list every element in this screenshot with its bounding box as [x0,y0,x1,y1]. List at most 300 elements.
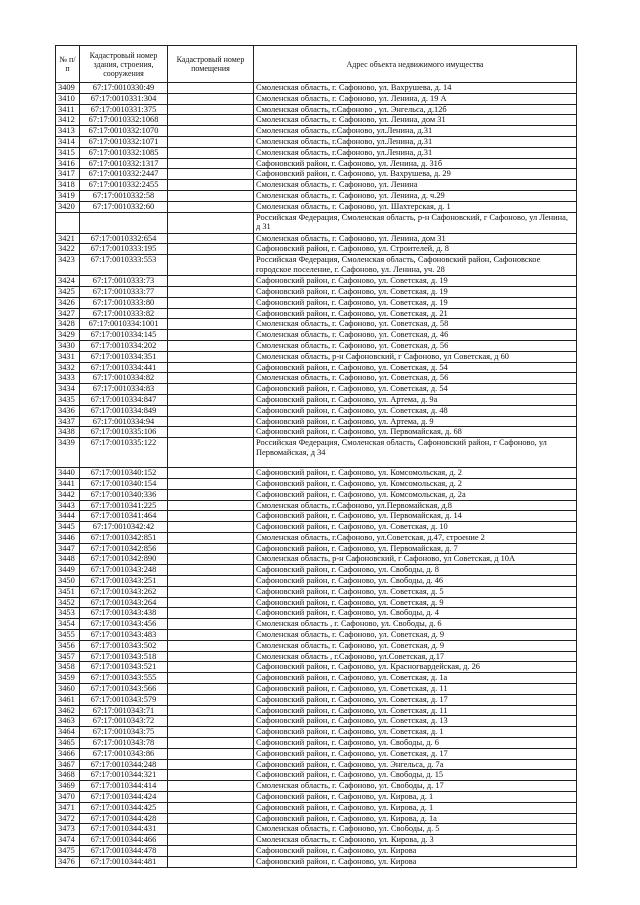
table-row [56,586,577,597]
row-number: 3430 [56,340,80,351]
building-cadastral-number: 67:17:0010332:2455 [80,180,168,191]
room-cadastral-number [168,104,254,115]
row-number: 3438 [56,427,80,438]
property-table [55,45,577,868]
property-address: Российская Федерация, Смоленская область, р-н Сафоновский, г Сафоново, ул Ленина, д 31 [254,212,577,233]
property-address: Сафоновский район, г. Сафоново, ул. Комсомольская, д. 2а [254,489,577,500]
room-cadastral-number [168,781,254,792]
room-cadastral-number [168,83,254,94]
property-address: Сафоновский район, г. Сафоново, ул. Свободы, д. 8 [254,565,577,576]
room-cadastral-number [168,201,254,212]
table-row [56,738,577,749]
property-address: Сафоновский район, г. Сафоново, ул. Первомайская, д. 14 [254,511,577,522]
table-row [56,759,577,770]
table-row [56,276,577,287]
building-cadastral-number: 67:17:0010334:202 [80,340,168,351]
building-cadastral-number: 67:17:0010331:375 [80,104,168,115]
table-row [56,147,577,158]
property-address: Сафоновский район, г. Сафоново, ул. Артема, д. 9 [254,416,577,427]
table-row [56,104,577,115]
building-cadastral-number: 67:17:0010332:1317 [80,158,168,169]
building-cadastral-number: 67:17:0010343:264 [80,597,168,608]
building-cadastral-number: 67:17:0010334:441 [80,362,168,373]
table-row [56,781,577,792]
property-address: Сафоновский район, г. Сафоново, ул. Советская, д. 1а [254,673,577,684]
room-cadastral-number [168,136,254,147]
building-cadastral-number: 67:17:0010342:851 [80,532,168,543]
table-row [56,340,577,351]
row-number: 3417 [56,169,80,180]
table-row [56,802,577,813]
building-cadastral-number: 67:17:0010343:456 [80,619,168,630]
property-address: Сафоновский район, г. Сафоново, ул. Кирова, д. 1 [254,792,577,803]
row-number: 3469 [56,781,80,792]
header-building-cadastral: Кадастровый номер здания, строения, сооружения [80,46,168,83]
building-cadastral-number: 67:17:0010341:225 [80,500,168,511]
room-cadastral-number [168,694,254,705]
room-cadastral-number [168,286,254,297]
row-number: 3419 [56,190,80,201]
property-address: Смоленская область, г. Сафоново, ул. Советская, д. 9 [254,640,577,651]
room-cadastral-number [168,373,254,384]
room-cadastral-number [168,405,254,416]
row-number: 3440 [56,468,80,479]
building-cadastral-number: 67:17:0010344:414 [80,781,168,792]
table-row [56,126,577,137]
table-row [56,416,577,427]
room-cadastral-number [168,576,254,587]
document-sheet [55,45,576,868]
room-cadastral-number [168,340,254,351]
row-number: 3441 [56,478,80,489]
row-number: 3470 [56,792,80,803]
building-cadastral-number: 67:17:0010330:49 [80,83,168,94]
building-cadastral-number: 67:17:0010343:262 [80,586,168,597]
table-row [56,727,577,738]
row-number: 3472 [56,813,80,824]
table-row [56,478,577,489]
building-cadastral-number: 67:17:0010344:425 [80,802,168,813]
table-row [56,500,577,511]
property-address: Сафоновский район, г. Сафоново, ул. Советская, д. 19 [254,297,577,308]
table-row [56,373,577,384]
property-address: Сафоновский район, г. Сафоново, ул. Кирова, д. 1 [254,802,577,813]
row-number: 3443 [56,500,80,511]
building-cadastral-number: 67:17:0010344:428 [80,813,168,824]
row-number: 3411 [56,104,80,115]
room-cadastral-number [168,856,254,867]
room-cadastral-number [168,792,254,803]
room-cadastral-number [168,308,254,319]
property-address: Сафоновский район, г. Сафоново, ул. Свободы, д. 15 [254,770,577,781]
property-address: Сафоновский район, г. Сафоново, ул. Советская, д. 5 [254,586,577,597]
room-cadastral-number [168,727,254,738]
property-address: Смоленская область, р-н Сафоновский, г Сафоново, ул Советская, д 60 [254,351,577,362]
row-number: 3456 [56,640,80,651]
table-row [56,180,577,191]
table-body [56,83,577,868]
building-cadastral-number: 67:17:0010343:566 [80,684,168,695]
property-address: Российская Федерация, Смоленская область, Сафоновский район, Сафоновское городское поселение, г. Сафоново, ул. Ленина, уч. 28 [254,255,577,276]
property-address: Сафоновский район, г. Сафоново, ул. Комсомольская, д. 2 [254,478,577,489]
row-number: 3426 [56,297,80,308]
room-cadastral-number [168,738,254,749]
table-row [56,565,577,576]
row-number: 3412 [56,115,80,126]
property-address: Сафоновский район, г. Сафоново, ул. Советская, д. 13 [254,716,577,727]
room-cadastral-number [168,630,254,641]
room-cadastral-number [168,319,254,330]
row-number: 3462 [56,705,80,716]
table-row [56,351,577,362]
table-row [56,511,577,522]
table-row [56,83,577,94]
row-number: 3475 [56,846,80,857]
row-number: 3415 [56,147,80,158]
property-address: Сафоновский район, г. Сафоново, ул. Советская, д. 10 [254,522,577,533]
building-cadastral-number: 67:17:0010332:1070 [80,126,168,137]
building-cadastral-number: 67:17:0010344:248 [80,759,168,770]
property-address: Сафоновский район, г. Сафоново, ул. Строителей, д. 8 [254,244,577,255]
room-cadastral-number [168,93,254,104]
property-address: Сафоновский район, г. Сафоново, ул. Советская, д. 19 [254,276,577,287]
header-num: № п/п [56,46,80,83]
room-cadastral-number [168,759,254,770]
room-cadastral-number [168,673,254,684]
building-cadastral-number: 67:17:0010343:71 [80,705,168,716]
room-cadastral-number [168,586,254,597]
room-cadastral-number [168,190,254,201]
table-row [56,835,577,846]
table-row [56,640,577,651]
property-address: Смоленская область, г. Сафоново, ул. Советская, д. 9 [254,630,577,641]
row-number: 3418 [56,180,80,191]
header-address: Адрес объекта недвижимого имущества [254,46,577,83]
property-address: Сафоновский район, г. Сафоново, ул. Артема, д. 9а [254,394,577,405]
property-address: Сафоновский район, г. Сафоново, ул. Советская, д. 21 [254,308,577,319]
room-cadastral-number [168,597,254,608]
building-cadastral-number: 67:17:0010342:890 [80,554,168,565]
table-row [56,608,577,619]
room-cadastral-number [168,770,254,781]
building-cadastral-number: 67:17:0010344:466 [80,835,168,846]
row-number: 3453 [56,608,80,619]
row-number: 3413 [56,126,80,137]
table-row [56,576,577,587]
row-number: 3444 [56,511,80,522]
building-cadastral-number: 67:17:0010344:321 [80,770,168,781]
room-cadastral-number [168,813,254,824]
property-address: Смоленская область, г. Сафоново, ул. Ленина [254,180,577,191]
property-address: Сафоновский район, г. Сафоново, ул. Красногвардейская, д. 26 [254,662,577,673]
room-cadastral-number [168,543,254,554]
building-cadastral-number: 67:17:0010343:579 [80,694,168,705]
property-address: Российская Федерация, Смоленская область, Сафоновский район, г Сафоново, ул Первомайская, д 34 [254,438,577,468]
room-cadastral-number [168,276,254,287]
building-cadastral-number: 67:17:0010333:77 [80,286,168,297]
room-cadastral-number [168,684,254,695]
row-number: 3446 [56,532,80,543]
room-cadastral-number [168,297,254,308]
property-address: Сафоновский район, г. Сафоново, ул. Советская, д. 19 [254,286,577,297]
table-row [56,427,577,438]
header-room-cadastral: Кадастровый номер помещения [168,46,254,83]
table-row [56,438,577,468]
row-number: 3429 [56,330,80,341]
property-address: Сафоновский район, г. Сафоново, ул. Первомайская, д. 68 [254,427,577,438]
row-number: 3414 [56,136,80,147]
room-cadastral-number [168,489,254,500]
table-row [56,846,577,857]
row-number: 3474 [56,835,80,846]
row-number: 3436 [56,405,80,416]
building-cadastral-number: 67:17:0010343:78 [80,738,168,749]
room-cadastral-number [168,716,254,727]
building-cadastral-number: 67:17:0010344:481 [80,856,168,867]
table-row [56,93,577,104]
room-cadastral-number [168,126,254,137]
building-cadastral-number: 67:17:0010342:856 [80,543,168,554]
property-address: Сафоновский район, г. Сафоново, ул. Кирова [254,846,577,857]
building-cadastral-number: 67:17:0010343:86 [80,748,168,759]
table-row [56,770,577,781]
table-row [56,468,577,479]
room-cadastral-number [168,169,254,180]
room-cadastral-number [168,427,254,438]
row-number: 3442 [56,489,80,500]
row-number: 3464 [56,727,80,738]
property-address: Смоленская область , г.Сафоново, ул.Советская, д.17 [254,651,577,662]
building-cadastral-number: 67:17:0010343:555 [80,673,168,684]
room-cadastral-number [168,468,254,479]
row-number: 3452 [56,597,80,608]
row-number: 3457 [56,651,80,662]
room-cadastral-number [168,233,254,244]
table-row [56,244,577,255]
table-row [56,532,577,543]
building-cadastral-number: 67:17:0010332:2447 [80,169,168,180]
property-address: Смоленская область, г. Сафоново, ул. Советская, д. 58 [254,319,577,330]
row-number: 3455 [56,630,80,641]
building-cadastral-number: 67:17:0010343:521 [80,662,168,673]
table-row [56,630,577,641]
row-number [56,212,80,233]
room-cadastral-number [168,705,254,716]
property-address: Смоленская область, г.Сафоново, ул.Советская, д.47, строение 2 [254,532,577,543]
table-row [56,824,577,835]
row-number: 3466 [56,748,80,759]
table-row [56,489,577,500]
building-cadastral-number: 67:17:0010334:83 [80,384,168,395]
table-row [56,792,577,803]
room-cadastral-number [168,662,254,673]
table-row [56,673,577,684]
property-address: Смоленская область, г.Сафоново, ул.Ленина, д.31 [254,136,577,147]
table-row [56,212,577,233]
building-cadastral-number: 67:17:0010332:1068 [80,115,168,126]
building-cadastral-number: 67:17:0010342:42 [80,522,168,533]
property-address: Сафоновский район, г. Сафоново, ул. Советская, д. 17 [254,748,577,759]
property-address: Смоленская область, г. Сафоново, ул. Вахрушева, д. 14 [254,83,577,94]
room-cadastral-number [168,565,254,576]
room-cadastral-number [168,511,254,522]
property-address: Сафоновский район, г. Сафоново, ул. Первомайская, д. 7 [254,543,577,554]
room-cadastral-number [168,255,254,276]
row-number: 3448 [56,554,80,565]
table-row [56,694,577,705]
row-number: 3416 [56,158,80,169]
table-row [56,619,577,630]
property-address: Сафоновский район, г. Сафоново, ул. Ленина, д. 31б [254,158,577,169]
property-address: Сафоновский район, г. Сафоново, ул. Советская, д. 1 [254,727,577,738]
row-number: 3421 [56,233,80,244]
row-number: 3459 [56,673,80,684]
building-cadastral-number: 67:17:0010341:464 [80,511,168,522]
property-address: Смоленская область, г. Сафоново, ул. Ленина, дом 31 [254,115,577,126]
property-address: Сафоновский район, г. Сафоново, ул. Советская, д. 17 [254,694,577,705]
table-row [56,169,577,180]
property-address: Смоленская область , г. Сафоново, ул. Свободы, д. 6 [254,619,577,630]
row-number: 3471 [56,802,80,813]
property-address: Смоленская область, г. Сафоново, ул. Свободы, д. 17 [254,781,577,792]
building-cadastral-number: 67:17:0010332:1071 [80,136,168,147]
building-cadastral-number: 67:17:0010333:82 [80,308,168,319]
building-cadastral-number: 67:17:0010334:1001 [80,319,168,330]
row-number: 3454 [56,619,80,630]
table-row [56,330,577,341]
room-cadastral-number [168,824,254,835]
room-cadastral-number [168,180,254,191]
table-row [56,115,577,126]
table-row [56,286,577,297]
table-row [56,384,577,395]
row-number: 3410 [56,93,80,104]
row-number: 3409 [56,83,80,94]
row-number: 3425 [56,286,80,297]
row-number: 3465 [56,738,80,749]
row-number: 3437 [56,416,80,427]
table-row [56,543,577,554]
room-cadastral-number [168,244,254,255]
row-number: 3449 [56,565,80,576]
building-cadastral-number: 67:17:0010344:424 [80,792,168,803]
table-row [56,190,577,201]
property-address: Смоленская область, г. Сафоново, ул. Ленина, дом 31 [254,233,577,244]
room-cadastral-number [168,478,254,489]
building-cadastral-number: 67:17:0010332:60 [80,201,168,212]
building-cadastral-number [80,212,168,233]
room-cadastral-number [168,438,254,468]
property-address: Сафоновский район, г. Сафоново, ул. Комсомольская, д. 2 [254,468,577,479]
table-row [56,158,577,169]
row-number: 3445 [56,522,80,533]
table-row [56,554,577,565]
room-cadastral-number [168,158,254,169]
building-cadastral-number: 67:17:0010344:431 [80,824,168,835]
building-cadastral-number: 67:17:0010335:106 [80,427,168,438]
room-cadastral-number [168,532,254,543]
property-address: Сафоновский район, г. Сафоново, ул. Советская, д. 11 [254,684,577,695]
building-cadastral-number: 67:17:0010334:351 [80,351,168,362]
row-number: 3433 [56,373,80,384]
building-cadastral-number: 67:17:0010333:195 [80,244,168,255]
property-address: Смоленская область, г. Сафоново, ул. Ленина, д. ч.29 [254,190,577,201]
property-address: Сафоновский район, г. Сафоново, ул. Советская, д. 48 [254,405,577,416]
room-cadastral-number [168,416,254,427]
property-address: Сафоновский район, г. Сафоново, ул. Энгельса, д. 7а [254,759,577,770]
building-cadastral-number: 67:17:0010334:94 [80,416,168,427]
building-cadastral-number: 67:17:0010334:145 [80,330,168,341]
property-address: Смоленская область, г. Сафоново, ул. Советская, д. 56 [254,340,577,351]
building-cadastral-number: 67:17:0010334:849 [80,405,168,416]
property-address: Смоленская область, г. Сафоново, ул. Кирова, д. 3 [254,835,577,846]
row-number: 3447 [56,543,80,554]
building-cadastral-number: 67:17:0010343:251 [80,576,168,587]
table-row [56,748,577,759]
building-cadastral-number: 67:17:0010344:478 [80,846,168,857]
row-number: 3435 [56,394,80,405]
table-row [56,201,577,212]
table-row [56,394,577,405]
building-cadastral-number: 67:17:0010333:73 [80,276,168,287]
row-number: 3420 [56,201,80,212]
row-number: 3476 [56,856,80,867]
property-address: Смоленская область, г. Сафоново, ул. Советская, д. 46 [254,330,577,341]
row-number: 3423 [56,255,80,276]
building-cadastral-number: 67:17:0010332:58 [80,190,168,201]
room-cadastral-number [168,522,254,533]
row-number: 3461 [56,694,80,705]
table-row [56,405,577,416]
building-cadastral-number: 67:17:0010332:654 [80,233,168,244]
room-cadastral-number [168,619,254,630]
row-number: 3468 [56,770,80,781]
building-cadastral-number: 67:17:0010334:847 [80,394,168,405]
row-number: 3473 [56,824,80,835]
building-cadastral-number: 67:17:0010333:80 [80,297,168,308]
room-cadastral-number [168,351,254,362]
room-cadastral-number [168,554,254,565]
building-cadastral-number: 67:17:0010343:248 [80,565,168,576]
row-number: 3428 [56,319,80,330]
row-number: 3434 [56,384,80,395]
room-cadastral-number [168,147,254,158]
property-address: Сафоновский район, г. Сафоново, ул. Свободы, д. 46 [254,576,577,587]
property-address: Смоленская область, г. Сафоново, ул. Свободы, д. 5 [254,824,577,835]
room-cadastral-number [168,846,254,857]
property-address: Смоленская область, г. Сафоново, ул. Шахтерская, д. 1 [254,201,577,212]
building-cadastral-number: 67:17:0010335:122 [80,438,168,468]
building-cadastral-number: 67:17:0010343:438 [80,608,168,619]
table-row [56,308,577,319]
room-cadastral-number [168,640,254,651]
table-row [56,255,577,276]
room-cadastral-number [168,500,254,511]
room-cadastral-number [168,362,254,373]
building-cadastral-number: 67:17:0010343:502 [80,640,168,651]
row-number: 3432 [56,362,80,373]
table-row [56,662,577,673]
room-cadastral-number [168,384,254,395]
building-cadastral-number: 67:17:0010340:152 [80,468,168,479]
room-cadastral-number [168,608,254,619]
building-cadastral-number: 67:17:0010340:336 [80,489,168,500]
table-row [56,651,577,662]
row-number: 3458 [56,662,80,673]
table-header-row [56,46,577,83]
room-cadastral-number [168,330,254,341]
property-address: Сафоновский район, г. Сафоново, ул. Советская, д. 9 [254,597,577,608]
